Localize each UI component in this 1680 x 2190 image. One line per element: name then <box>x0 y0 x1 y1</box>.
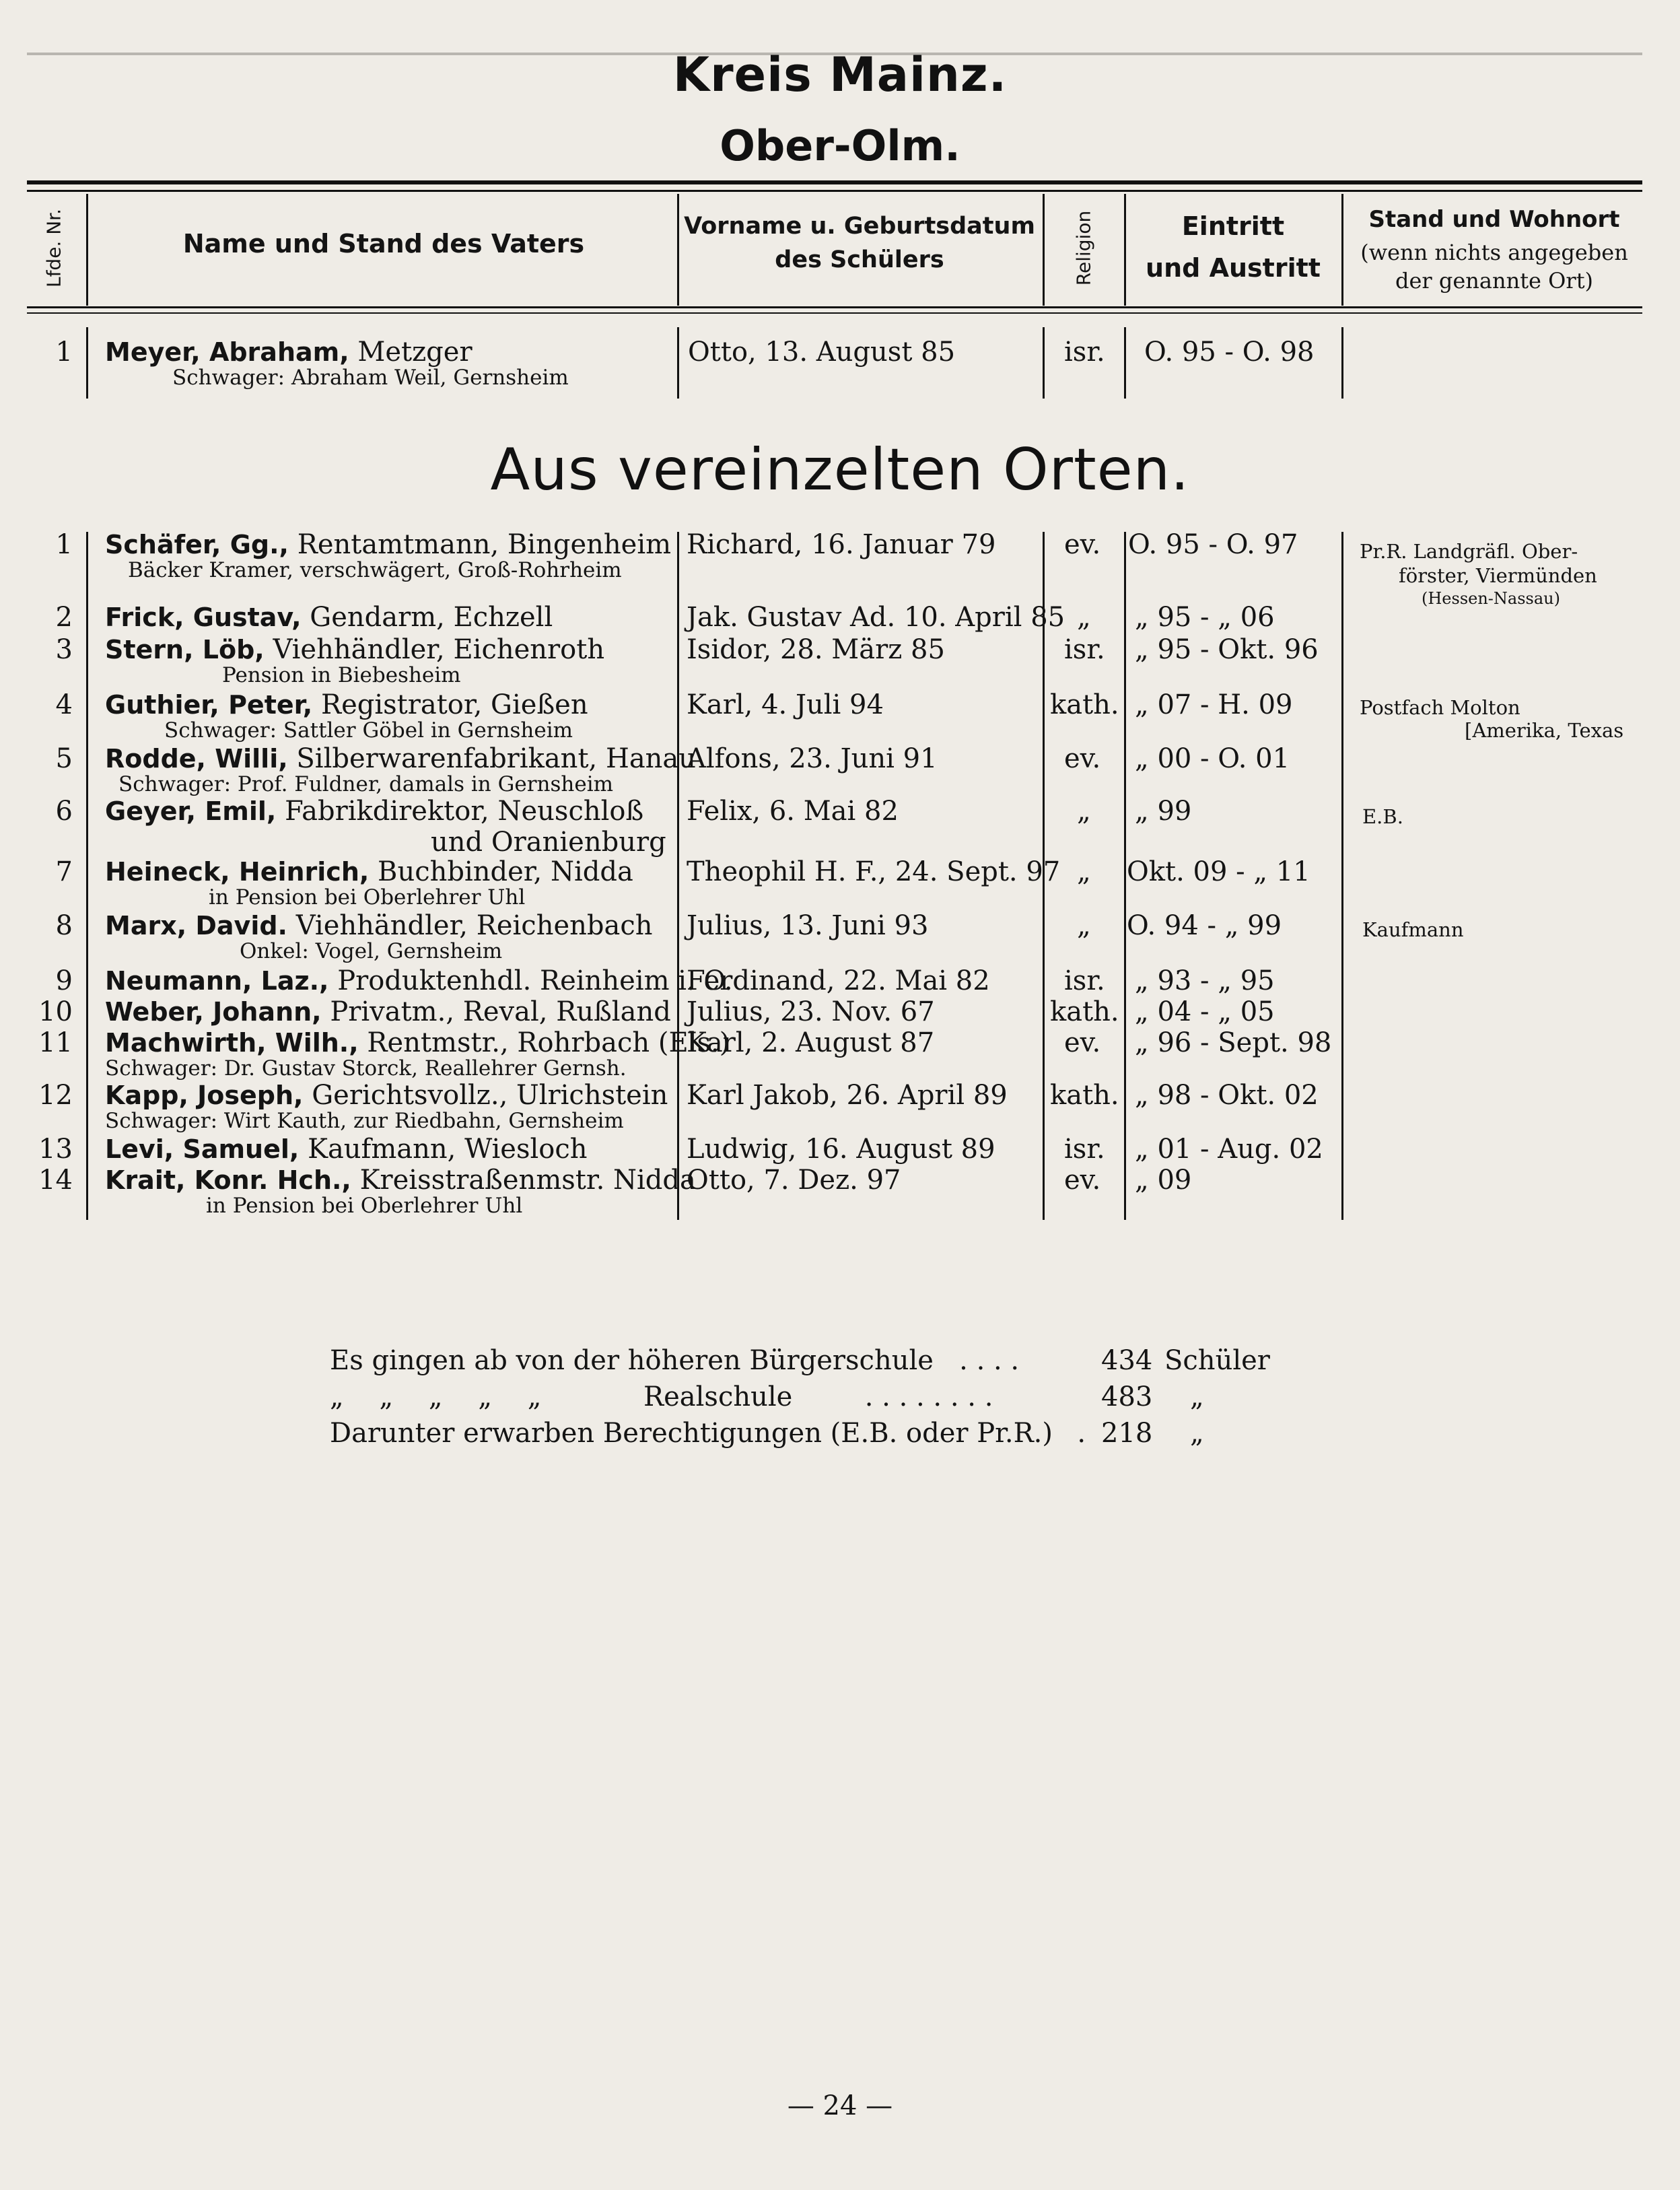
column-header-entry: Eintritt <box>1181 211 1285 241</box>
residence-line2: förster, Viermünden <box>1399 564 1597 587</box>
father-occupation: Viehhändler, Reichenbach <box>295 910 653 941</box>
row-number: 3 <box>55 634 73 665</box>
religion: isr. <box>1064 1134 1105 1165</box>
father-note: Schwager: Prof. Fuldner, damals in Gernsheim <box>118 772 614 796</box>
row-number: 12 <box>38 1080 73 1111</box>
row-number: 4 <box>55 689 73 720</box>
row-number: 7 <box>55 856 73 887</box>
column-header-father: Name und Stand des Vaters <box>182 229 585 259</box>
header-top-rule <box>27 180 1642 184</box>
student-name-birthdate: Otto, 7. Dez. 97 <box>687 1165 901 1196</box>
residence-line3: (Hessen-Nassau) <box>1422 589 1560 608</box>
father-occupation: Kaufmann, Wiesloch <box>308 1134 588 1165</box>
header-divider <box>677 194 679 306</box>
student-name-birthdate: Alfons, 23. Juni 91 <box>687 743 938 774</box>
father-name-line <box>105 602 553 633</box>
row-number: 2 <box>55 602 73 633</box>
father-name-line <box>105 856 633 887</box>
entry-exit: O. 95 - O. 98 <box>1144 337 1315 368</box>
student-name-birthdate: Felix, 6. Mai 82 <box>687 796 899 827</box>
religion: kath. <box>1050 689 1119 720</box>
student-name-birthdate: Richard, 16. Januar 79 <box>687 529 996 560</box>
residence: Postfach Molton <box>1360 696 1520 719</box>
student-name-birthdate: Isidor, 28. März 85 <box>687 634 945 665</box>
father-occupation: Registrator, Gießen <box>320 689 588 720</box>
father-name: Stern, Löb, <box>105 635 265 664</box>
father-occupation: Produktenhdl. Reinheim i. O. <box>337 965 733 996</box>
district-title: Kreis Mainz. <box>672 47 1008 102</box>
father-name-line <box>105 1165 696 1196</box>
column-divider <box>1341 532 1343 1220</box>
entry-exit: „ 93 - „ 95 <box>1135 965 1275 996</box>
entry-exit: „ 09 <box>1135 1165 1192 1196</box>
row-number: 6 <box>55 796 73 827</box>
column-header-nr: Lfde. Nr. <box>42 208 65 288</box>
religion: isr. <box>1064 337 1105 368</box>
residence: Kaufmann <box>1362 918 1464 941</box>
father-name: Rodde, Willi, <box>105 744 288 774</box>
student-name-birthdate: Ludwig, 16. August 89 <box>687 1134 995 1165</box>
column-divider <box>1124 327 1126 399</box>
father-name-line <box>105 337 473 368</box>
student-name-birthdate: Otto, 13. August 85 <box>688 337 956 368</box>
row-number: 14 <box>38 1165 73 1196</box>
column-divider <box>677 327 679 399</box>
father-name-line <box>105 965 733 996</box>
father-note: Schwager: Sattler Göbel in Gernsheim <box>164 718 573 743</box>
leader-dots: . . . . <box>959 1345 1020 1376</box>
leader-dots: . <box>1077 1418 1086 1449</box>
entry-exit: „ 04 - „ 05 <box>1135 996 1275 1027</box>
religion: „ <box>1077 910 1091 941</box>
father-note: in Pension bei Oberlehrer Uhl <box>209 885 526 910</box>
father-occupation: Gerichtsvollz., Ulrichstein <box>312 1080 668 1111</box>
row-number: 10 <box>38 996 73 1027</box>
header-divider <box>1043 194 1045 306</box>
summary-text: Realschule <box>643 1381 793 1412</box>
father-occupation: Silberwarenfabrikant, Hanau <box>296 743 697 774</box>
entry-exit: „ 98 - Okt. 02 <box>1135 1080 1319 1111</box>
father-name-line <box>105 743 696 774</box>
row-number: 11 <box>38 1027 73 1058</box>
religion: „ <box>1077 796 1091 827</box>
father-name: Neumann, Laz., <box>105 966 329 996</box>
father-name: Krait, Konr. Hch., <box>105 1165 351 1195</box>
row-number: 8 <box>55 910 73 941</box>
father-note: Onkel: Vogel, Gernsheim <box>240 939 503 963</box>
father-occupation: Viehhändler, Eichenroth <box>273 634 605 665</box>
father-occupation: Buchbinder, Nidda <box>378 856 633 887</box>
religion: kath. <box>1050 1080 1119 1111</box>
entry-exit: „ 00 - O. 01 <box>1135 743 1290 774</box>
header-divider <box>1341 194 1343 306</box>
summary-value-2: 483 <box>1101 1381 1153 1412</box>
father-name: Frick, Gustav, <box>105 603 302 632</box>
father-note: in Pension bei Oberlehrer Uhl <box>206 1194 523 1218</box>
father-note: Schwager: Dr. Gustav Storck, Reallehrer Gernsh. <box>105 1056 627 1081</box>
father-name-line <box>105 1027 730 1058</box>
column-header-student-line2: des Schülers <box>775 246 944 273</box>
header-bottom-rule <box>27 306 1642 308</box>
father-name: Meyer, Abraham, <box>105 337 349 367</box>
header-top-rule-thin <box>27 190 1642 192</box>
student-name-birthdate: Julius, 13. Juni 93 <box>687 910 929 941</box>
column-header-residence-note2: der genannte Ort) <box>1395 268 1594 294</box>
row-number: 1 <box>55 529 73 560</box>
summary-line-3 <box>330 1415 1102 1451</box>
father-name: Geyer, Emil, <box>105 796 277 826</box>
column-divider <box>1341 327 1343 399</box>
father-name-line <box>105 689 588 720</box>
father-occupation: Rentamtmann, Bingenheim <box>297 529 672 560</box>
entry-exit: „ 01 - Aug. 02 <box>1135 1134 1323 1165</box>
father-name: Weber, Johann, <box>105 997 322 1027</box>
entry-exit: O. 94 - „ 99 <box>1127 910 1282 941</box>
summary-value-3: 218 <box>1101 1418 1153 1449</box>
religion: „ <box>1077 856 1091 887</box>
column-divider <box>1043 327 1045 399</box>
column-divider <box>86 327 88 399</box>
father-name-line <box>105 1080 668 1111</box>
entry-exit: „ 95 - „ 06 <box>1135 602 1275 633</box>
father-name: Guthier, Peter, <box>105 690 313 720</box>
religion: ev. <box>1064 1027 1101 1058</box>
father-occupation-continued: und Oranienburg <box>431 827 666 858</box>
entry-exit: „ 07 - H. 09 <box>1135 689 1293 720</box>
column-header-exit: und Austritt <box>1146 253 1321 283</box>
student-name-birthdate: Julius, 23. Nov. 67 <box>687 996 935 1027</box>
summary-unit-2: „ <box>1190 1381 1204 1412</box>
father-name: Schäfer, Gg., <box>105 530 289 559</box>
father-occupation: Fabrikdirektor, Neuschloß <box>285 796 644 827</box>
religion: isr. <box>1064 965 1105 996</box>
father-name: Heineck, Heinrich, <box>105 857 370 887</box>
father-name: Kapp, Joseph, <box>105 1081 304 1110</box>
page-number: — 24 — <box>787 2090 893 2121</box>
student-name-birthdate: Jak. Gustav Ad. 10. April 85 <box>687 602 1065 633</box>
entry-exit: „ 96 - Sept. 98 <box>1135 1027 1332 1058</box>
summary-unit-3: „ <box>1190 1418 1204 1449</box>
religion: isr. <box>1064 634 1105 665</box>
father-note: Pension in Biebesheim <box>222 663 461 687</box>
header-bottom-rule-thin <box>27 312 1642 314</box>
father-note: Bäcker Kramer, verschwägert, Groß-Rohrheim <box>128 558 622 582</box>
father-name-line <box>105 996 671 1027</box>
row-number: 1 <box>55 337 73 368</box>
row-number: 9 <box>55 965 73 996</box>
summary-line-2 <box>643 1379 1057 1415</box>
religion: ev. <box>1064 529 1101 560</box>
header-divider <box>86 194 88 306</box>
father-note: Schwager: Wirt Kauth, zur Riedbahn, Gernsheim <box>105 1109 624 1133</box>
religion: „ <box>1077 602 1091 633</box>
header-divider <box>1124 194 1126 306</box>
father-occupation: Rentmstr., Rohrbach (Els.) <box>367 1027 730 1058</box>
father-name-line <box>105 529 671 560</box>
leader-dots: . . . . . . . . <box>864 1381 993 1412</box>
father-name-line <box>105 1134 588 1165</box>
section-title: Aus vereinzelten Orten. <box>490 436 1190 504</box>
religion: ev. <box>1064 1165 1101 1196</box>
residence: Pr.R. Landgräfl. Ober- <box>1360 540 1578 563</box>
summary-line-1 <box>330 1342 1037 1379</box>
residence: E.B. <box>1362 805 1403 828</box>
column-header-student-line1: Vorname u. Geburtsdatum <box>684 213 1035 240</box>
father-name-line <box>105 910 653 941</box>
column-header-residence-note1: (wenn nichts angegeben <box>1360 240 1628 265</box>
entry-exit: Okt. 09 - „ 11 <box>1127 856 1310 887</box>
summary-unit-1: Schüler <box>1164 1345 1270 1376</box>
religion: kath. <box>1050 996 1119 1027</box>
father-name-line <box>105 796 643 827</box>
summary-value-1: 434 <box>1101 1345 1153 1376</box>
summary-text: Darunter erwarben Berechtigungen (E.B. oder Pr.R.) <box>330 1418 1053 1449</box>
father-name-line <box>105 634 604 665</box>
father-name: Marx, David. <box>105 911 287 940</box>
father-occupation: Kreisstraßenmstr. Nidda <box>359 1165 696 1196</box>
town-title: Ober-Olm. <box>720 121 960 170</box>
column-divider <box>86 532 88 1220</box>
father-note: Schwager: Abraham Weil, Gernsheim <box>172 366 569 390</box>
residence-line2: [Amerika, Texas <box>1465 719 1624 742</box>
student-name-birthdate: Karl, 2. August 87 <box>687 1027 935 1058</box>
father-name: Machwirth, Wilh., <box>105 1028 359 1058</box>
father-occupation: Metzger <box>357 337 473 368</box>
student-name-birthdate: Karl, 4. Juli 94 <box>687 689 884 720</box>
row-number: 13 <box>38 1134 73 1165</box>
religion: ev. <box>1064 743 1101 774</box>
student-name-birthdate: Karl Jakob, 26. April 89 <box>687 1080 1008 1111</box>
father-occupation: Privatm., Reval, Rußland <box>330 996 671 1027</box>
summary-ditto: „ „ „ „ „ <box>330 1381 542 1412</box>
column-divider <box>1124 532 1126 1220</box>
student-name-birthdate: Theophil H. F., 24. Sept. 97 <box>687 856 1061 887</box>
column-header-residence: Stand und Wohnort <box>1368 206 1620 233</box>
entry-exit: „ 95 - Okt. 96 <box>1135 634 1319 665</box>
entry-exit: „ 99 <box>1135 796 1192 827</box>
summary-text: Es gingen ab von der höheren Bürgerschule <box>330 1345 934 1376</box>
entry-exit: O. 95 - O. 97 <box>1128 529 1298 560</box>
column-header-religion: Religion <box>1072 210 1095 286</box>
student-name-birthdate: Ferdinand, 22. Mai 82 <box>687 965 990 996</box>
column-divider <box>677 532 679 1220</box>
father-name: Levi, Samuel, <box>105 1134 300 1164</box>
father-occupation: Gendarm, Echzell <box>310 602 553 633</box>
row-number: 5 <box>55 743 73 774</box>
